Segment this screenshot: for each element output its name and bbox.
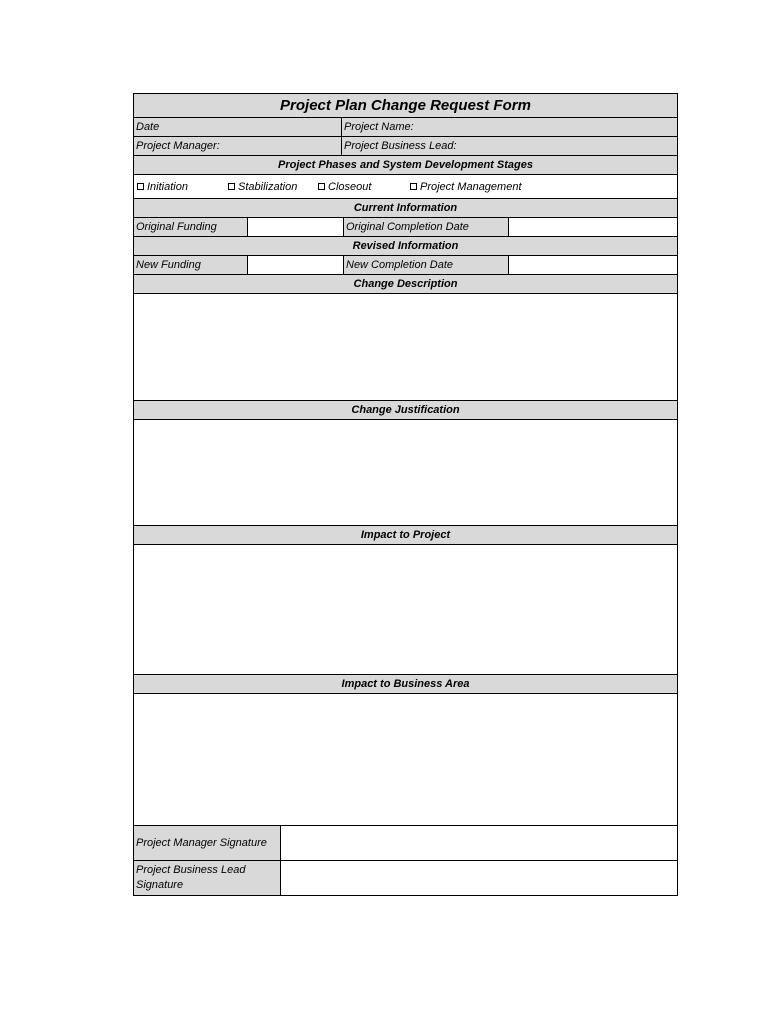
pm-signature-label: Project Manager Signature — [136, 836, 267, 849]
current-info-header-text: Current Information — [353, 202, 458, 214]
business-lead-field[interactable] — [341, 137, 677, 155]
impact-project-input[interactable] — [134, 545, 677, 675]
change-justification-input[interactable] — [134, 420, 677, 526]
form-title-row — [134, 94, 677, 118]
phase-stabilization-label: Stabilization — [238, 180, 298, 193]
phase-stabilization-checkbox[interactable] — [228, 181, 297, 193]
new-completion-label: New Completion Date — [346, 259, 453, 271]
change-description-header-text: Change Description — [353, 278, 458, 290]
change-request-form — [133, 93, 678, 896]
phase-initiation-checkbox[interactable] — [137, 181, 188, 193]
revised-info-header — [134, 237, 677, 256]
phase-closeout-checkbox[interactable] — [318, 181, 371, 193]
phase-project-management-checkbox[interactable] — [410, 181, 522, 193]
original-funding-label-cell — [134, 218, 247, 236]
impact-business-input[interactable] — [134, 694, 677, 826]
impact-business-header — [134, 675, 677, 694]
new-completion-label-cell — [343, 256, 508, 274]
original-completion-label-cell — [343, 218, 508, 236]
date-field[interactable] — [134, 118, 341, 136]
impact-project-header — [134, 526, 677, 545]
project-name-label: Project Name: — [344, 121, 414, 133]
manager-lead-row — [134, 137, 677, 156]
bl-signature-label: Project Business Lead Signature — [136, 864, 246, 891]
business-lead-label: Project Business Lead: — [344, 140, 457, 152]
pm-signature-label-cell — [134, 826, 280, 860]
original-funding-label: Original Funding — [136, 221, 217, 233]
checkbox-icon[interactable] — [137, 183, 144, 190]
date-label: Date — [136, 121, 160, 133]
phases-row — [134, 175, 677, 199]
project-manager-label: Project Manager: — [136, 140, 220, 152]
bl-signature-label-cell — [134, 861, 280, 895]
current-info-header — [134, 199, 677, 218]
revised-info-row — [134, 256, 677, 275]
bl-signature-input[interactable] — [280, 861, 677, 895]
new-funding-label-cell — [134, 256, 247, 274]
checkbox-icon[interactable] — [410, 183, 417, 190]
change-description-header — [134, 275, 677, 294]
change-justification-header — [134, 401, 677, 420]
form-title: Project Plan Change Request Form — [280, 97, 531, 114]
phases-header-text: Project Phases and System Development Stages — [278, 159, 533, 171]
bl-signature-row — [134, 861, 677, 896]
phase-closeout-label: Closeout — [328, 180, 372, 193]
project-name-field[interactable] — [341, 118, 677, 136]
change-justification-header-text: Change Justification — [351, 404, 460, 416]
new-funding-input[interactable] — [247, 256, 343, 274]
phase-project-management-label: Project Management — [420, 180, 522, 193]
checkbox-icon[interactable] — [228, 183, 235, 190]
impact-business-header-text: Impact to Business Area — [341, 678, 470, 690]
change-description-input[interactable] — [134, 294, 677, 401]
phases-header — [134, 156, 677, 175]
revised-info-header-text: Revised Information — [352, 240, 459, 252]
impact-project-header-text: Impact to Project — [360, 529, 451, 541]
current-info-row — [134, 218, 677, 237]
original-funding-input[interactable] — [247, 218, 343, 236]
pm-signature-row — [134, 826, 677, 861]
project-manager-field[interactable] — [134, 137, 341, 155]
new-completion-input[interactable] — [508, 256, 677, 274]
new-funding-label: New Funding — [136, 259, 201, 271]
phase-initiation-label: Initiation — [147, 180, 188, 193]
pm-signature-input[interactable] — [280, 826, 677, 860]
checkbox-icon[interactable] — [318, 183, 325, 190]
date-project-name-row — [134, 118, 677, 137]
original-completion-label: Original Completion Date — [346, 221, 469, 233]
original-completion-input[interactable] — [508, 218, 677, 236]
